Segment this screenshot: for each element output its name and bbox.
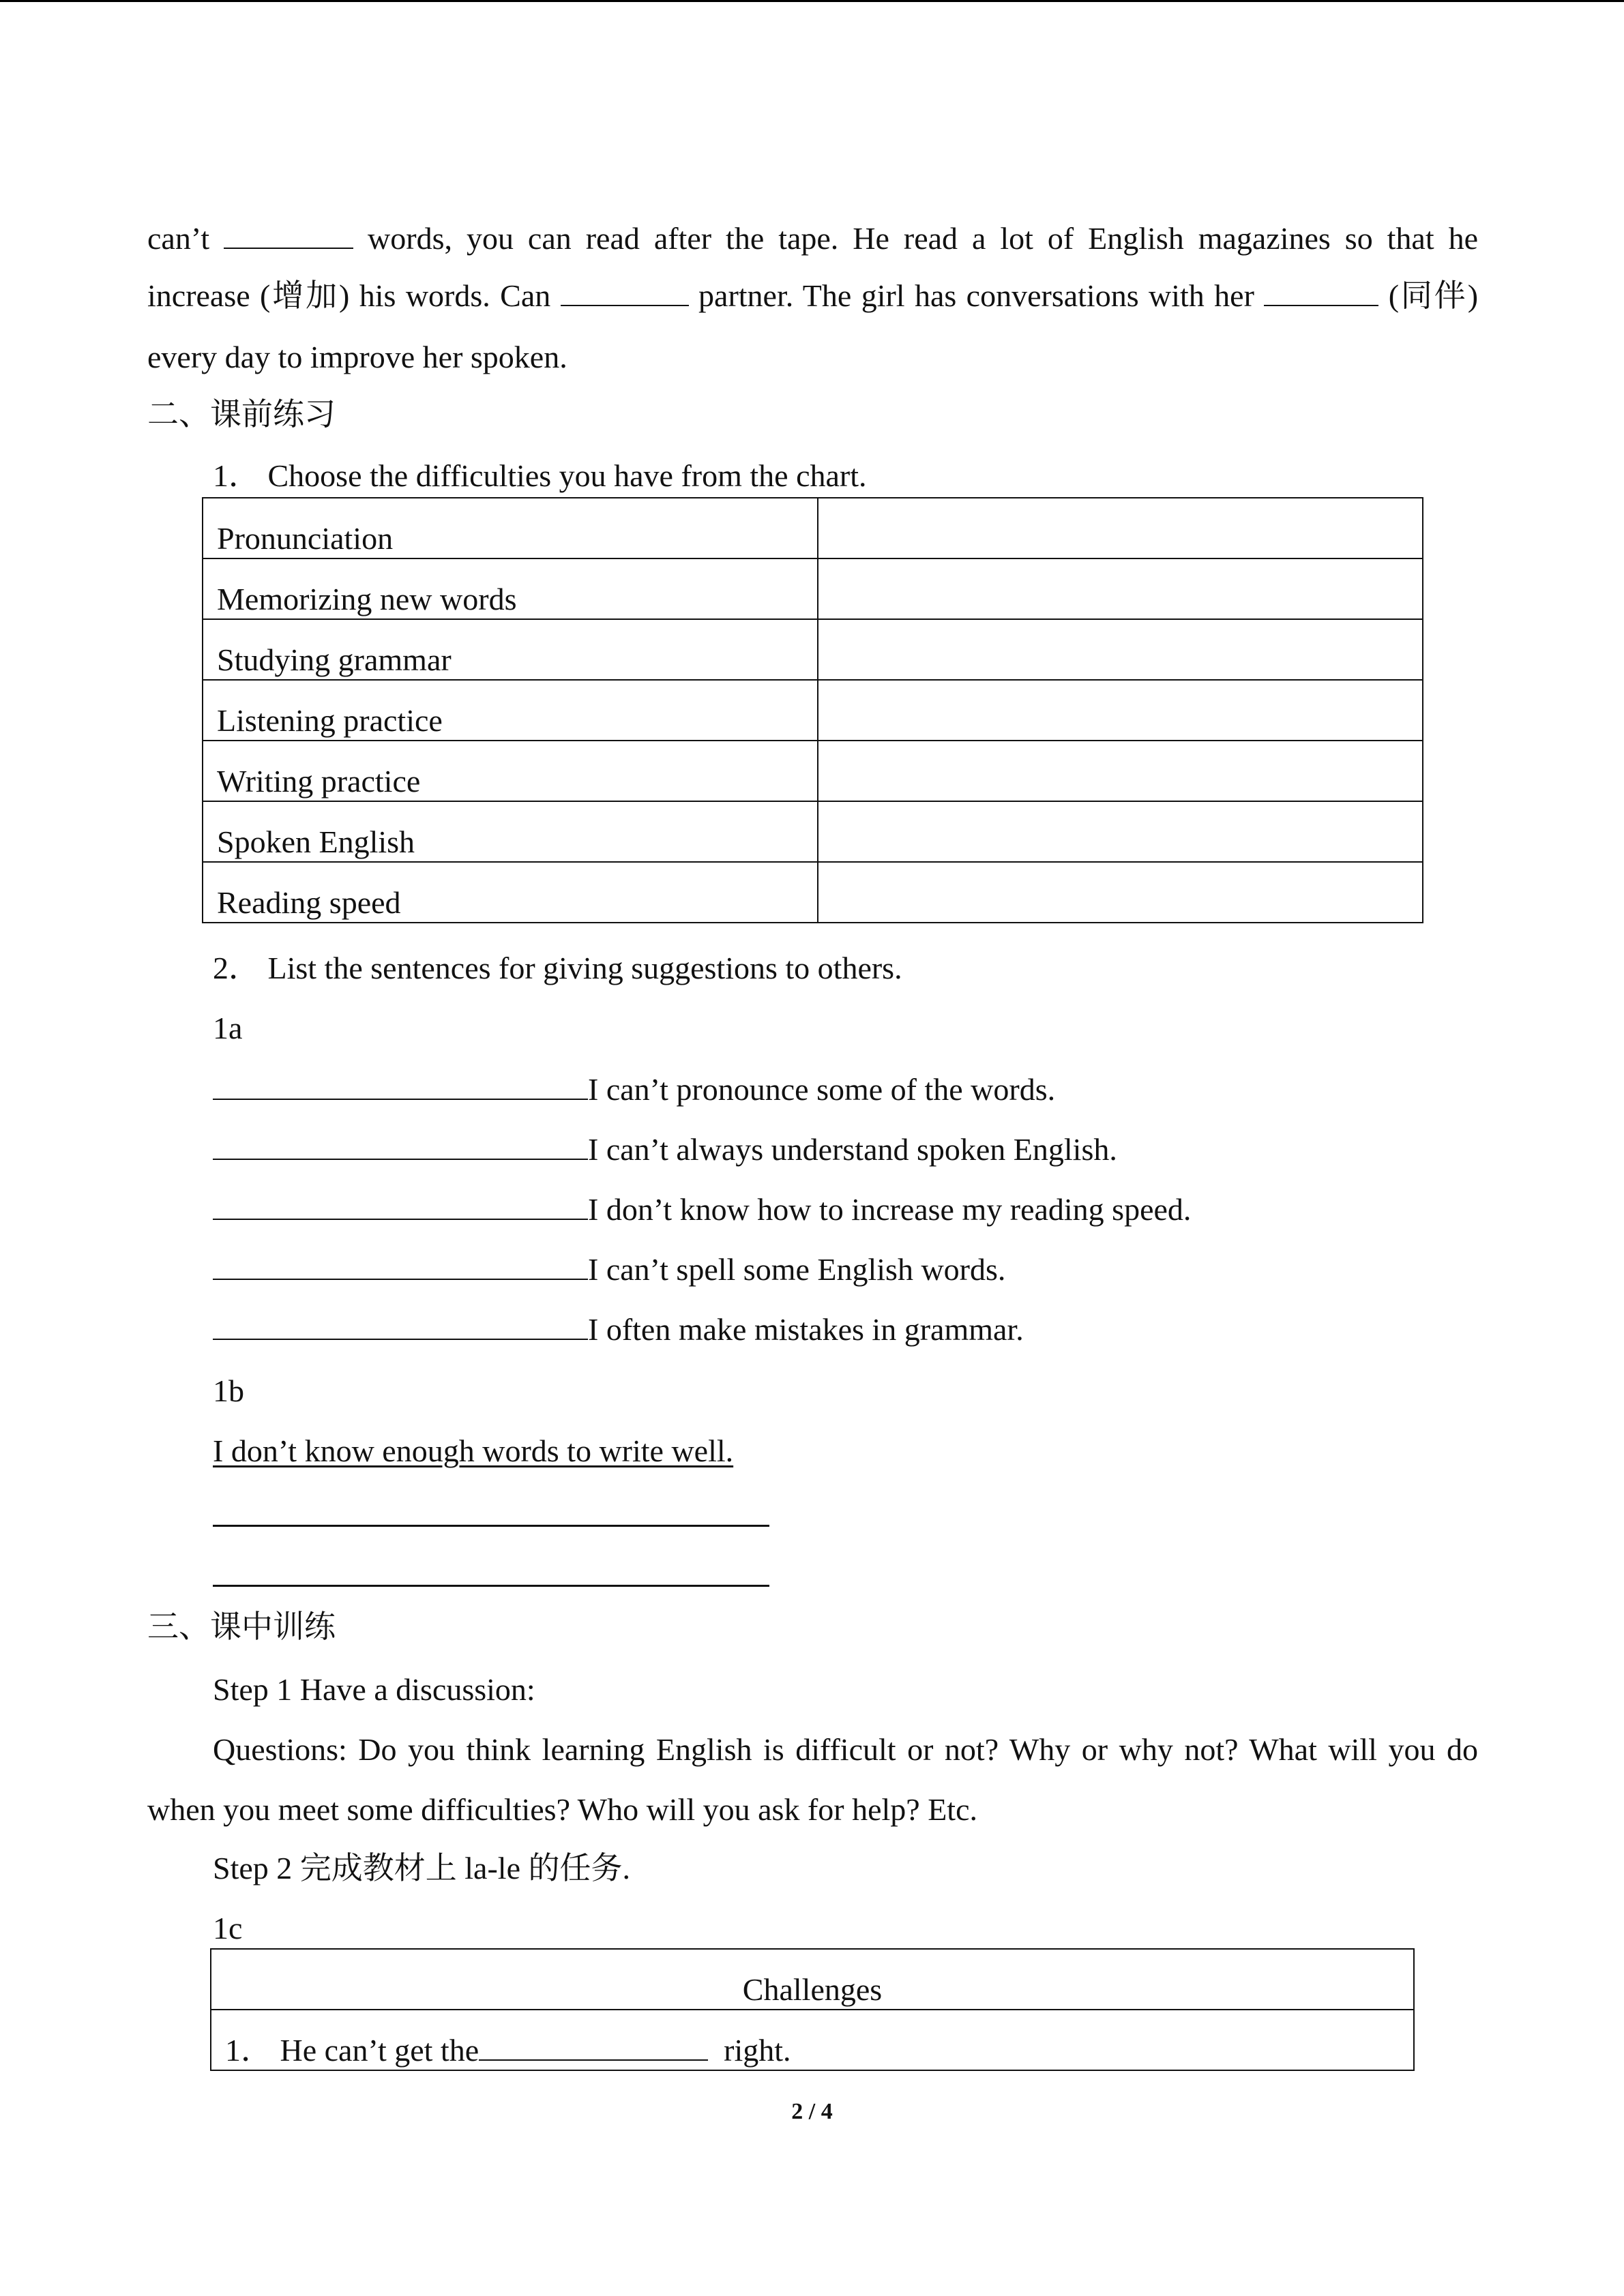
difficulty-label: Writing practice <box>203 741 818 801</box>
difficulty-label: Reading speed <box>203 862 818 923</box>
question-2: 2． List the sentences for giving suggestions to others. <box>213 951 902 985</box>
difficulty-answer-cell[interactable] <box>818 619 1423 680</box>
chart-row <box>203 619 1423 680</box>
chart-row <box>203 558 1423 619</box>
step-1: Step 1 Have a discussion: <box>213 1672 535 1707</box>
answer-line-1b[interactable] <box>213 1525 769 1527</box>
difficulty-label: Memorizing new words <box>203 558 818 619</box>
intro-text: increase (增加) his words. Can <box>147 278 551 313</box>
difficulty-answer-cell[interactable] <box>818 862 1423 923</box>
answer-blank[interactable] <box>213 1311 588 1340</box>
page-top-border <box>0 0 1624 2</box>
questions-line-1: Questions: Do you think learning English is difficult or not? Why or why not? What will you do <box>213 1732 1478 1767</box>
answer-line-1b[interactable] <box>213 1585 769 1587</box>
subsection-1c: 1c <box>213 1911 243 1945</box>
list-item-text: I can’t pronounce some of the words. <box>588 1072 1056 1107</box>
page-number: 2 / 4 <box>791 2099 833 2124</box>
example-1b: I don’t know enough words to write well. <box>213 1433 734 1468</box>
answer-blank[interactable] <box>561 278 689 306</box>
answer-blank[interactable] <box>213 1191 588 1220</box>
intro-line-2 <box>147 277 1478 315</box>
questions-line-2: when you meet some difficulties? Who will you ask for help? Etc. <box>147 1792 978 1827</box>
answer-blank[interactable] <box>213 1131 588 1160</box>
answer-blank[interactable] <box>1264 278 1378 306</box>
list-item-1a <box>213 1131 1117 1169</box>
difficulty-answer-cell[interactable] <box>818 558 1423 619</box>
answer-blank[interactable] <box>224 220 353 249</box>
challenge-text: 1． He can’t get the <box>225 2033 479 2068</box>
list-item-text: I can’t spell some English words. <box>588 1252 1006 1287</box>
challenges-table <box>210 1948 1415 2071</box>
intro-line-3: every day to improve her spoken. <box>147 340 567 374</box>
difficulties-chart <box>202 497 1423 923</box>
list-item-1a <box>213 1311 1024 1349</box>
chart-row <box>203 741 1423 801</box>
intro-text: partner. The girl has conversations with her <box>698 278 1254 313</box>
answer-blank[interactable] <box>213 1071 588 1100</box>
answer-blank[interactable] <box>213 1251 588 1280</box>
challenge-row <box>211 2010 1414 2070</box>
difficulty-label: Pronunciation <box>203 498 818 558</box>
list-item-text: I don’t know how to increase my reading speed. <box>588 1192 1192 1227</box>
step-2: Step 2 完成教材上 la-le 的任务. <box>213 1851 630 1885</box>
intro-text: words, you can read after the tape. He read a lot of English magazines so that he <box>368 221 1479 256</box>
subsection-1a: 1a <box>213 1011 243 1045</box>
difficulty-answer-cell[interactable] <box>818 680 1423 741</box>
challenge-text: right. <box>724 2033 791 2068</box>
difficulty-label: Spoken English <box>203 801 818 862</box>
intro-line-1 <box>147 220 1478 258</box>
chart-row <box>203 801 1423 862</box>
list-item-1a <box>213 1071 1055 1109</box>
chart-row <box>203 680 1423 741</box>
question-1: 1． Choose the difficulties you have from the chart. <box>213 458 867 493</box>
subsection-1b: 1b <box>213 1373 244 1408</box>
intro-text: (同伴) <box>1388 278 1479 313</box>
challenges-header: Challenges <box>211 1949 1414 2010</box>
section-heading-preview: 二、课前练习 <box>147 397 336 432</box>
difficulty-label: Listening practice <box>203 680 818 741</box>
answer-blank[interactable] <box>479 2032 708 2061</box>
list-item-text: I can’t always understand spoken English. <box>588 1132 1117 1167</box>
difficulty-answer-cell[interactable] <box>818 498 1423 558</box>
list-item-text: I often make mistakes in grammar. <box>588 1312 1024 1347</box>
chart-row <box>203 498 1423 558</box>
list-item-1a <box>213 1191 1191 1229</box>
difficulty-answer-cell[interactable] <box>818 741 1423 801</box>
difficulty-label: Studying grammar <box>203 619 818 680</box>
difficulty-answer-cell[interactable] <box>818 801 1423 862</box>
section-heading-in-class: 三、课中训练 <box>147 1609 336 1644</box>
chart-row <box>203 862 1423 923</box>
intro-text: can’t <box>147 221 210 256</box>
list-item-1a <box>213 1251 1005 1289</box>
